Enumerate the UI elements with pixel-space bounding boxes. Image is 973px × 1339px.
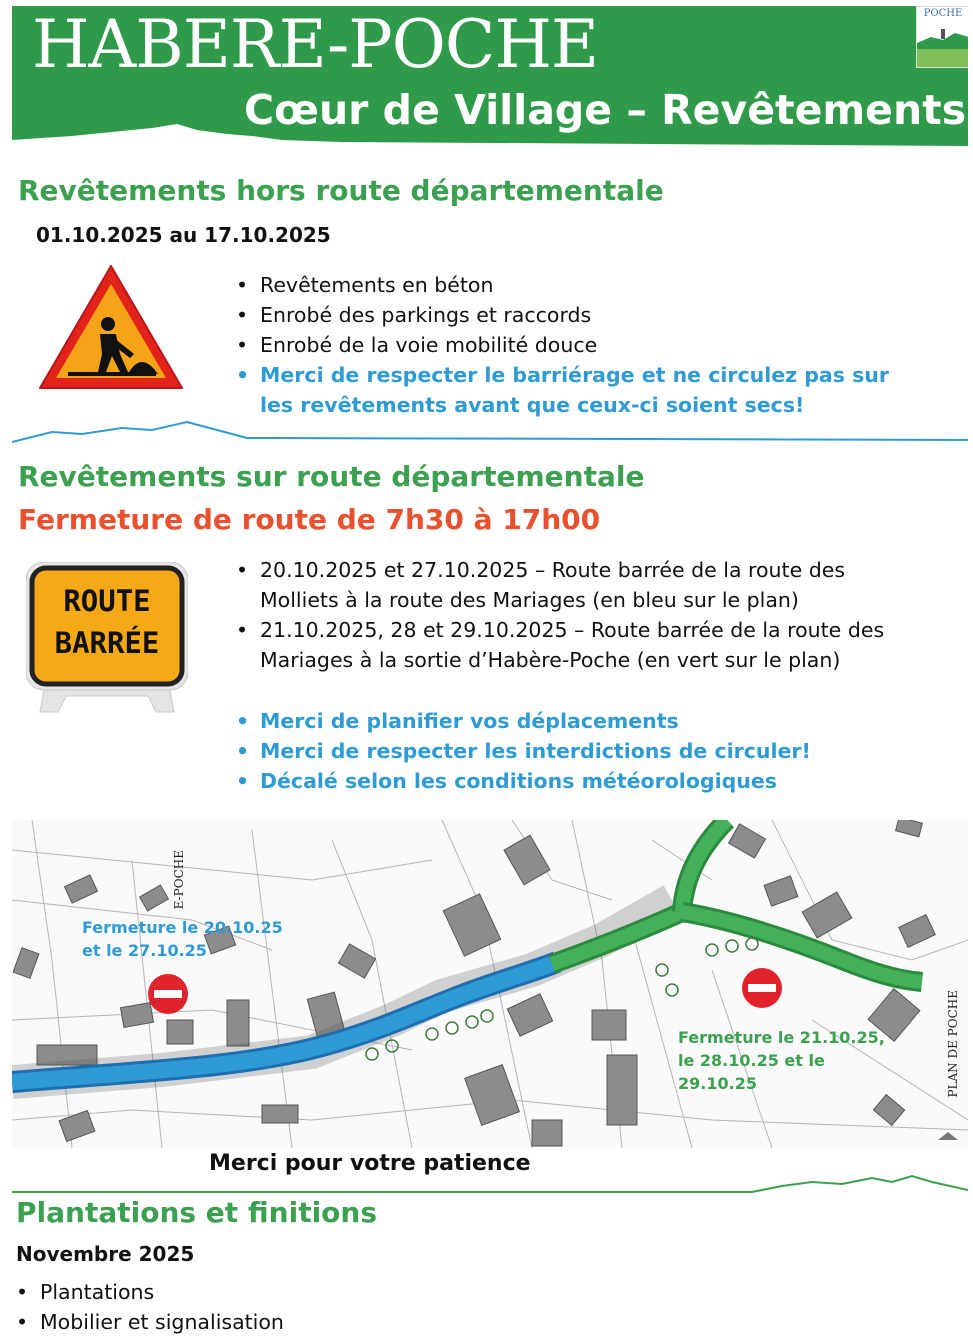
notice-item <box>234 360 889 420</box>
mountain-divider <box>12 1170 968 1196</box>
closure-hours: Fermeture de route de 7h30 à 17h00 <box>18 503 601 536</box>
map-label-line: Fermeture le 20.10.25 <box>82 918 283 937</box>
section1-heading: Revêtements hors route départementale <box>18 174 664 207</box>
section1-list <box>234 270 889 420</box>
village-logo <box>916 6 968 68</box>
mountain-divider <box>12 418 968 444</box>
section2-notices <box>234 706 811 796</box>
map-side-label-right: PLAN DE POCHE <box>946 990 960 1098</box>
roadworks-sign-icon <box>36 262 186 392</box>
logo-text: POCHE <box>923 8 963 19</box>
list-item <box>234 615 884 675</box>
list-item-line: Molliets à la route des Mariages (en bleu sur le plan) <box>260 588 799 612</box>
list-item: • Enrobé de la voie mobilité douce <box>234 330 889 360</box>
map-label-line: 29.10.25 <box>678 1074 757 1093</box>
list-item: • Mobilier et signalisation <box>14 1307 284 1337</box>
no-entry-icon <box>742 968 782 1008</box>
notice-item: • Merci de planifier vos déplacements <box>234 706 811 736</box>
map-label-green-closure <box>678 1026 885 1095</box>
list-item-line: • 20.10.2025 et 27.10.2025 – Route barrée de la route des <box>260 558 846 582</box>
logo-icon <box>917 7 968 67</box>
map-side-label-left: E-POCHE <box>172 850 186 910</box>
list-item: • Plantations <box>14 1277 284 1307</box>
page-title: HABERE-POCHE <box>32 6 599 83</box>
page-subtitle: Cœur de Village – Revêtements <box>244 86 967 134</box>
list-item <box>234 555 884 615</box>
road-closed-sign <box>26 562 188 718</box>
mountain-silhouette-icon <box>12 118 968 148</box>
section3-heading: Plantations et finitions <box>16 1196 378 1229</box>
section1-dates: 01.10.2025 au 17.10.2025 <box>36 223 331 247</box>
map-label-line: Fermeture le 21.10.25, <box>678 1028 885 1047</box>
route-plan-map <box>12 820 968 1148</box>
map-drawing <box>12 820 968 1148</box>
list-item-line: Mariages à la sortie d’Habère-Poche (en vert sur le plan) <box>260 648 841 672</box>
notice-line: les revêtements avant que ceux-ci soient secs! <box>260 393 805 417</box>
section3-list <box>14 1277 284 1337</box>
thanks-message: Merci pour votre patience <box>209 1151 531 1176</box>
map-label-line: le 28.10.25 et le <box>678 1051 825 1070</box>
no-entry-icon <box>148 974 188 1014</box>
header-banner <box>12 6 968 148</box>
notice-line: • Merci de respecter le barriérage et ne circulez pas sur <box>260 363 889 387</box>
section3-date: Novembre 2025 <box>16 1242 195 1266</box>
sign-text-barree: BARRÉE <box>54 626 160 660</box>
list-item: • Enrobé des parkings et raccords <box>234 300 889 330</box>
sign-text-route: ROUTE <box>63 584 151 618</box>
map-label-line: et le 27.10.25 <box>82 941 207 960</box>
list-item-line: • 21.10.2025, 28 et 29.10.2025 – Route barrée de la route des <box>260 618 885 642</box>
section2-list <box>234 555 884 675</box>
list-item: • Revêtements en béton <box>234 270 889 300</box>
notice-item: • Décalé selon les conditions météorologiques <box>234 766 811 796</box>
section2-heading: Revêtements sur route départementale <box>18 460 645 493</box>
map-label-blue-closure <box>82 916 283 962</box>
notice-item: • Merci de respecter les interdictions de circuler! <box>234 736 811 766</box>
